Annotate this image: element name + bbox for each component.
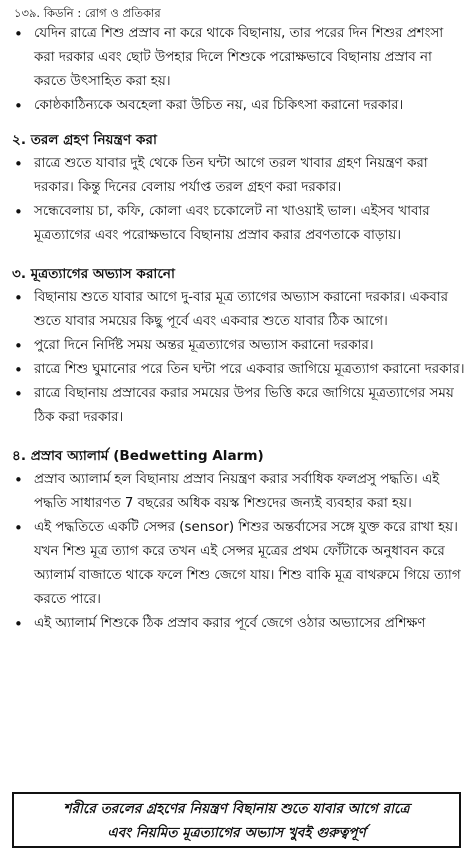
bullet-icon: • <box>14 25 23 43</box>
section-fluid-intake <box>12 128 465 248</box>
bullet-icon: • <box>14 97 23 115</box>
callout-line: এবং নিয়মিত মূত্রত্যাগের অভ্যাস খুবই গুরুত্বপূর্ণ <box>107 825 366 841</box>
list-item <box>12 334 465 358</box>
callout-box <box>12 792 461 848</box>
bullet-icon: • <box>14 203 23 221</box>
section-urination-habit <box>12 262 465 430</box>
list-item <box>12 382 465 430</box>
list-item-text: পুরো দিনে নির্দিষ্ট সময় অন্তর মূত্রত্যাগের অভ্যাস করানো দরকার। <box>34 338 374 353</box>
list-item <box>12 516 465 612</box>
list-item-text: কোষ্ঠকাঠিন্যকে অবহেলা করা উচিত নয়, এর চিকিৎসা করানো দরকার। <box>34 98 404 113</box>
bullet-icon: • <box>14 361 23 379</box>
list-item <box>12 286 465 334</box>
list-item-text: যেদিন রাত্রে শিশু প্রস্রাব না করে থাকে বিছানায়, তার পরের দিন শিশুর প্রশংসা করা দরকার এবং ছোট উপহার দিলে শিশুকে পরোক্ষভাবে বিছানায় প্রস্রাব না করতে উৎসাহিত করা হয়। <box>34 26 444 89</box>
list-item-text: প্রস্রাব অ্যালার্ম হল বিছানায় প্রস্রাব নিয়ন্ত্রণ করার সর্বাধিক ফলপ্রসু পদ্ধতি। এই পদ্ধতি সাধারণত 7 বছরের অধিক বয়স্ক শিশুদের জন্যই ব্যবহার করা হয়। <box>34 472 440 511</box>
bullet-icon: • <box>14 385 23 403</box>
callout-line: শরীরে তরলের গ্রহণের নিয়ন্ত্রণ বিছানায় শুতে যাবার আগে রাত্রে <box>63 801 410 817</box>
page-header: ১৩৯. কিডনি : রোগ ও প্রতিকার <box>14 6 161 20</box>
bullet-icon: • <box>14 615 23 633</box>
list-item <box>12 200 465 248</box>
list-item-text: রাত্রে শুতে যাবার দুই থেকে তিন ঘন্টা আগে তরল খাবার গ্রহণ নিয়ন্ত্রণ করা দরকার। কিন্তু দিনের বেলায় পর্যাপ্ত তরল গ্রহণ করা দরকার। <box>34 156 428 195</box>
list-item <box>12 152 465 200</box>
list-item-text: সন্ধেবেলায় চা, কফি, কোলা এবং চকোলেট না খাওয়াই ভাল। এইসব খাবার মূত্রত্যাগের এবং পরোক্ষভাবে বিছানায় প্রস্রাব করার প্রবণতাকে বাড়ায়। <box>34 204 430 243</box>
bullet-icon: • <box>14 337 23 355</box>
list-item <box>12 22 465 94</box>
list-item-text: রাত্রে শিশু ঘুমানোর পরে তিন ঘন্টা পরে একবার জাগিয়ে মূত্রত্যাগ করানো দরকার। <box>34 362 465 377</box>
list-item-text: বিছানায় শুতে যাবার আগে দু-বার মূত্র ত্যাগের অভ্যাস করানো দরকার। একবার শুতে যাবার সময়ের কিছু পূর্বে এবং একবার শুতে যাবার ঠিক আগে। <box>34 290 448 329</box>
list-item-text: এই অ্যালার্ম শিশুকে ঠিক প্রস্রাব করার পূর্বে জেগে ওঠার অভ্যাসের প্রশিক্ষণ <box>34 616 426 631</box>
bullet-icon: • <box>14 519 23 537</box>
section-heading: ৪. প্রস্রাব অ্যালার্ম (Bedwetting Alarm) <box>12 448 264 464</box>
section-heading: ৩. মূত্রত্যাগের অভ্যাস করানো <box>12 266 175 282</box>
list-item <box>12 468 465 516</box>
section-heading: ২. তরল গ্রহণ নিয়ন্ত্রণ করা <box>12 132 157 148</box>
intro-list <box>12 22 465 118</box>
bullet-icon: • <box>14 289 23 307</box>
list-item <box>12 612 465 636</box>
list-item <box>12 94 465 118</box>
list-item <box>12 358 465 382</box>
bullet-icon: • <box>14 471 23 489</box>
list-item-text: এই পদ্ধতিতে একটি সেন্সর (sensor) শিশুর অন্তর্বাসের সঙ্গে যুক্ত করে রাখা হয়। যখন শিশু মূত্র ত্যাগ করে তখন এই সেন্সর মূত্রের প্রথম ফোঁটাকে অনুধাবন করে অ্যালার্ম বাজাতে থাকে ফলে শিশু জেগে যায়। শিশু বাকি মূত্র বাথরুমে গিয়ে ত্যাগ করতে পারে। <box>34 520 461 607</box>
bullet-icon: • <box>14 155 23 173</box>
list-item-text: রাত্রে বিছানায় প্রস্রাবের করার সময়ের উপর ভিত্তি করে জাগিয়ে মূত্রত্যাগের সময় ঠিক করা দরকার। <box>34 386 454 425</box>
section-bedwetting-alarm <box>12 444 465 636</box>
